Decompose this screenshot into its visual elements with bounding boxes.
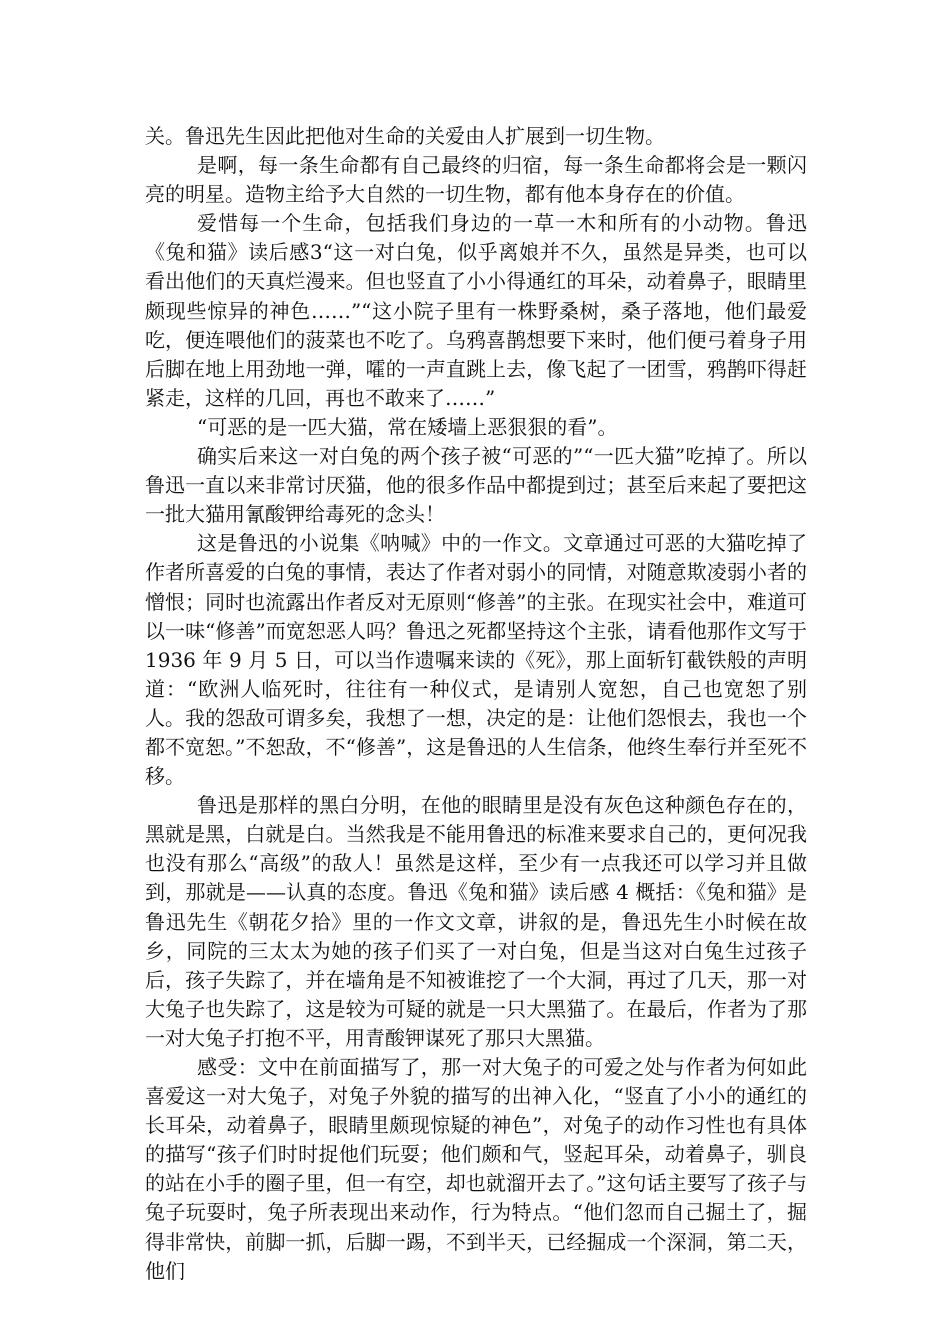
paragraph: 爱惜每一个生命，包括我们身边的一草一木和所有的小动物。鲁迅《兔和猫》读后感3“这一对白兔，似乎离娘并不久，虽然是异类，也可以看出他们的天真烂漫来。但也竖直了小小得通红的耳朵，动着鼻子，眼睛里颇现些惊异的神色……”“这小院子里有一株野桑树，桑子落地，他们最爱吃，便连喂他们的菠菜也不吃了。乌鸦喜鹊想要下来时，他们便弓着身子用后脚在地上用劲地一弹，嚯的一声直跳上去，像飞起了一团雪，鸦鹊吓得赶紧走，这样的几回，再也不敢来了……” xyxy=(145,211,807,410)
document-page xyxy=(145,122,807,1286)
paragraph: 感受：文中在前面描写了，那一对大兔子的可爱之处与作者为何如此喜爱这一对大兔子，对兔子外貌的描写的出神入化，“竖直了小小的通红的长耳朵，动着鼻子，眼睛里颇现惊疑的神色”，对兔子的动作习性也有具体的描写“孩子们时时捉他们玩耍；他们颇和气，竖起耳朵，动着鼻子，驯良的站在小手的圈子里，但一有空，却也就溜开去了。”这句话主要写了孩子与兔子玩耍时，兔子所表现出来动作，行为特点。“他们忽而自己掘土了，掘得非常快，前脚一抓，后脚一踢，不到半天，已经掘成一个深洞，第二天，他们 xyxy=(145,1055,807,1283)
paragraph: 鲁迅是那样的黑白分明，在他的眼睛里是没有灰色这种颜色存在的，黑就是黑，白就是白。当然我是不能用鲁迅的标准来要求自己的，更何况我也没有那么“高级”的敌人！虽然是这样，至少有一点我还可以学习并且做到，那就是——认真的态度。鲁迅《兔和猫》读后感 4 概括：《兔和猫》是鲁迅先生《朝花夕拾》里的一作文文章，讲叙的是，鲁迅先生小时候在故乡，同院的三太太为她的孩子们买了一对白兔，但是当这对白兔生过孩子后，孩子失踪了，并在墙角是不知被谁挖了一个大洞，再过了几天，那一对大兔子也失踪了，这是较为可疑的就是一只大黑猫了。在最后，作者为了那一对大兔子打抱不平，用青酸钾谋死了那只大黑猫。 xyxy=(145,793,807,1050)
paragraph: 是啊，每一条生命都有自己最终的归宿，每一条生命都将会是一颗闪亮的明星。造物主给予大自然的一切生物，都有他本身存在的价值。 xyxy=(145,153,807,207)
paragraph: 关。鲁迅先生因此把他对生命的关爱由人扩展到一切生物。 xyxy=(145,124,665,148)
paragraph: 这是鲁迅的小说集《呐喊》中的一作文。文章通过可恶的大猫吃掉了作者所喜爱的白兔的事情，表达了作者对弱小的同情，对随意欺凌弱小者的憎恨；同时也流露出作者反对无原则“修善”的主张。在现实社会中，难道可以一味“修善”而宽恕恶人吗？鲁迅之死都坚持这个主张，请看他那作文写于 1936 年 9 月 5 日，可以当作遗嘱来读的《死》，那上面斩钉截铁般的声明道：“欧洲人临死时，往往有一种仪式，是请别人宽恕，自己也宽恕了别人。我的怨敌可谓多矣，我想了一想，决定的是：让他们怨恨去，我也一个都不宽恕。”不恕敌，不“修善”，这是鲁迅的人生信条，他终生奉行并至死不移。 xyxy=(145,531,807,789)
paragraph: 确实后来这一对白兔的两个孩子被“可恶的”“一匹大猫”吃掉了。所以鲁迅一直以来非常讨厌猫，他的很多作品中都提到过；甚至后来起了要把这一批大猫用氰酸钾给毒死的念头！ xyxy=(145,444,807,527)
paragraph: “可恶的是一匹大猫，常在矮墙上恶狠狠的看”。 xyxy=(197,414,618,439)
